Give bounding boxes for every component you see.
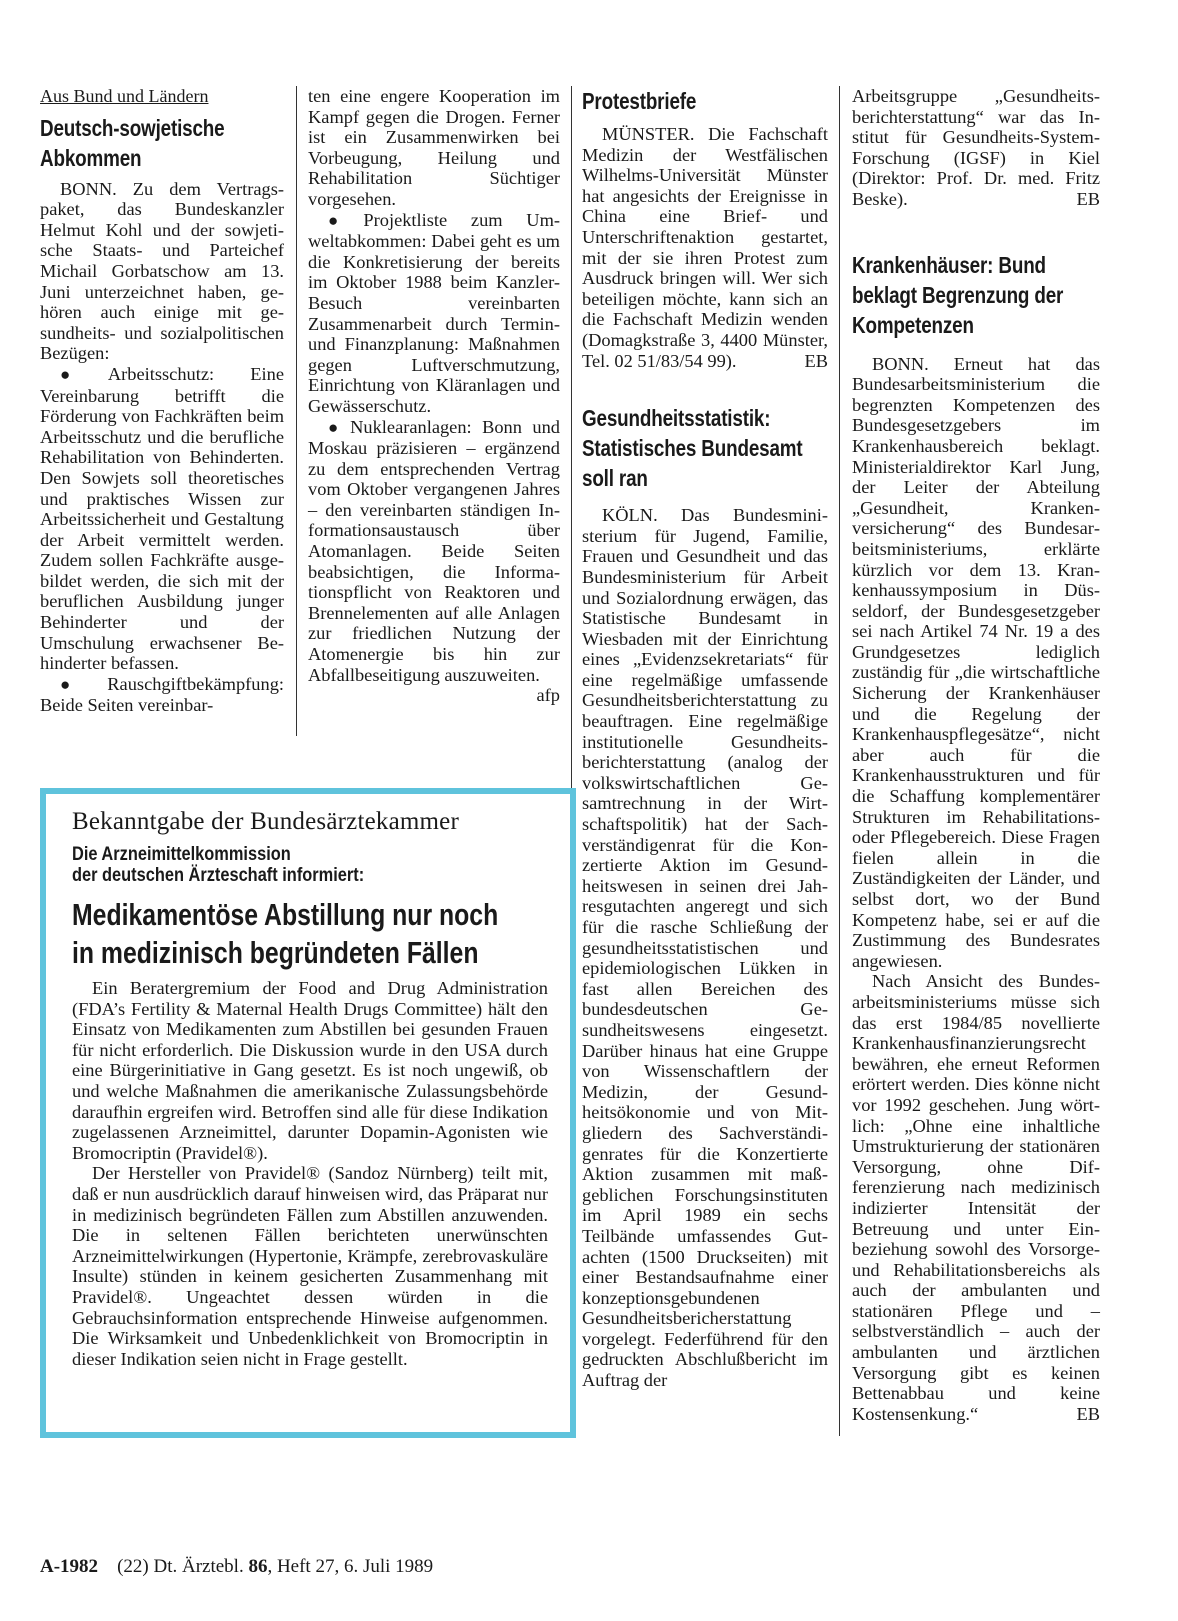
bullet-icon — [328, 417, 350, 437]
headline-protestbriefe: Protestbriefe — [582, 88, 697, 114]
bullet-paragraph: ● Rauschgiftbekämpfung: Beide Seiten vereinbar- — [40, 674, 284, 716]
column-3 — [582, 86, 828, 1391]
bullet-icon — [60, 364, 108, 384]
signature: EB — [804, 350, 828, 371]
bullet-icon — [328, 210, 363, 230]
bullet-paragraph: ● Arbeitsschutz: Eine Vereinbarung betrifft die Förderung von Fachkräften beim Arbeitsschutz und die berufliche Rehabilitation von Behinderten. Den Sowjets soll theoretisches und praktisches Wissen zur Arbeitssicherheit und Gestaltung der Arbeit vermittelt werden. Zudem sollen Fachkräfte ausgebildet werden, die sich mit der beruflichen Ausbildung junger Behinderter und der Umschulung erwachsener Behinderter befassen. — [40, 364, 284, 674]
section-kicker: Aus Bund und Ländern — [40, 86, 209, 106]
page-footer — [40, 1556, 433, 1578]
article-paragraph: ten eine engere Kooperation im Kampf gegen die Drogen. Ferner ist ein Zusammenwirken bei Vorbeugung, Heilung und Rehabilitation Süchtiger vorgesehen. — [308, 86, 560, 209]
column-divider — [839, 86, 840, 1436]
citation-prefix: (22) Dt. Ärztebl. — [117, 1556, 244, 1577]
bullet-paragraph: ● Projektliste zum Umweltabkommen: Dabei geht es um die Konkretisierung der bereits im Oktober 1988 beim Kanzler-Besuch vereinbarten Zusammenarbeit durch Termin- und Finanzplanung: Maßnahmen gegen Luftverschmutzung, Einrichtung von Kläranlagen und Gewässerschutz. — [308, 210, 560, 417]
signature: EB — [1076, 188, 1100, 209]
box-headline: Medikamentöse Abstillung nur noch in medizinisch begründeten Fällen — [72, 897, 499, 970]
headline-gesundheitsstatistik: Gesundheitsstatistik: Statistisches Bundesamt soll ran — [582, 405, 803, 492]
article-paragraph: BONN. Zu dem Vertragspaket, das Bundeskanzler Helmut Kohl und der sowjetische Staats- und Parteichef Michail Gorbatschow am 13. Juni unterzeichnet haben, gehören auch einige mit gesundheits- und sozialpolitischen Bezügen: — [40, 178, 284, 364]
citation-volume: 86 — [248, 1556, 268, 1577]
column-4 — [852, 86, 1100, 1424]
headline-deutsch-sowjetische-abkommen: Deutsch-sowjetische Abkommen — [40, 114, 225, 171]
article-paragraph: Arbeitsgruppe „Gesundheitsberichterstattung“ war das Institut für Gesundheits-System-Forschung (IGSF) in Kiel (Direktor: Prof. Dr. med. Fritz Beske). EB — [852, 86, 1100, 209]
signature: afp — [536, 685, 560, 706]
page-number: A-1982 — [40, 1556, 99, 1577]
box-subtitle: Die Arzneimittelkommission der deutschen Ärzteschaft informiert: — [72, 843, 365, 886]
box-paragraph: Ein Beratergremium der Food and Drug Administration (FDA’s Fertility & Maternal Health Drugs Committee) hält den Einsatz von Medikamenten zum Abstillen bei gesunden Frauen für nicht erforderlich. Die Diskussion wurde in den USA durch eine Bürgerinitiative in Gang gesetzt. Es ist noch ungewiß, ob und welche Maßnahmen die amerikanische Zulassungsbehörde daraufhin ergreifen wird. Betroffen sind alle für diese Indikation zugelassenen Arzneimittel, darunter Dopamin-Agonisten wie Bromocriptin (Pravidel®). — [72, 978, 548, 1163]
box-paragraph: Der Hersteller von Pravidel® (Sandoz Nürnberg) teilt mit, daß er nun ausdrücklich darauf hinweisen wird, das Präparat nur in medizinisch begründeten Fällen zum Abstillen anzuwenden. Die in seltenen Fällen berichteten unerwünschten Arzneimittelwirkungen (Hypertonie, Krämpfe, zerebrovaskuläre Insulte) stünden in keinem gesicherten Zusammenhang mit Pravidel®. Ungeachtet dessen würden in die Gebrauchsinformation entsprechende Hinweise aufgenommen. Die Wirksamkeit und Unbedenklichkeit von Bromocriptin in dieser Indikation seien nicht in Frage gestellt. — [72, 1163, 548, 1369]
column-2 — [308, 86, 560, 706]
bullet-icon — [60, 674, 107, 694]
column-divider — [296, 86, 297, 736]
article-paragraph: MÜNSTER. Die Fachschaft Medizin der Westfälischen Wilhelms-Universität Münster hat angesichts der Ereignisse in China eine Brief- und Unterschriftenaktion gestartet, mit der sie ihren Protest zum Ausdruck bringen will. Wer sich beteiligen möchte, kann sich an die Fachschaft Medizin wenden (Domagkstraße 3, 4400 Münster, Tel. 02 51/83/54 99). EB — [582, 124, 828, 371]
column-1 — [40, 86, 284, 716]
box-body — [72, 978, 548, 1369]
box-title: Bekanntgabe der Bundesärztekammer — [72, 808, 459, 835]
bullet-paragraph: ● Nuklearanlagen: Bonn und Moskau präzisieren – ergänzend zu dem entsprechenden Vertrag vom Oktober vergangenen Jahres – den vereinbarten ständigen Informationsaustausch über Atomanlagen. Beide Seiten beabsichtigen, die Informationspflicht von Reaktoren und Brennelementen auf alle Anlagen zur friedlichen Nutzung der Atomenergie bis hin zur Abfallbeseitigung auszuweiten. afp — [308, 417, 560, 686]
headline-krankenhaeuser: Krankenhäuser: Bund beklagt Begrenzung der Kompetenzen — [852, 251, 1064, 338]
announcement-box — [40, 788, 576, 1438]
signature: EB — [1076, 1403, 1100, 1424]
article-paragraph: BONN. Erneut hat das Bundesarbeitsministerium die begrenzten Kompetenzen des Bundesgesetzgebers im Krankenhausbereich beklagt. Ministerialdirektor Karl Jung, der Leiter der Abteilung „Gesundheit, Krankenversicherung“ des Bundesarbeitsministeriums, erklärte kürzlich vor dem 13. Krankenhaussymposium in Düsseldorf, der Bundesgesetzgeber sei nach Artikel 74 Nr. 19 a des Grundgesetzes lediglich zuständig für „die wirtschaftliche Sicherung der Krankenhäuser und die Regelung der Krankenhauspflegesätze“, nicht aber auch für die Krankenhausstrukturen und für die Schaffung komplementärer Strukturen im Rehabilitations- oder Pflegebereich. Diese Fragen fielen allein in die Zuständigkeiten der Länder, und selbst dort, wo der Bund Kompetenz habe, sei er auf die Zustimmung des Bundesrates angewiesen. — [852, 353, 1100, 971]
citation-suffix: , Heft 27, 6. Juli 1989 — [267, 1556, 434, 1577]
article-paragraph: Nach Ansicht des Bundesarbeitsministeriums müsse sich das erst 1984/85 novellierte Krankenhausfinanzierungsrecht bewähren, ehe erneut Reformen erörtert werden. Dies könne nicht vor 1992 geschehen. Jung wörtlich: „Ohne eine inhaltliche Umstrukturierung der stationären Versorgung, ohne Differenzierung nach medizinisch indizierter Intensität der Betreuung und unter Einbeziehung sowohl des Vorsorge- und Rehabilitationsbereichs als auch der ambulanten und stationären Pflege und – selbstverständlich – auch der ambulanten und ärztlichen Versorgung gibt es keinen Bettenabbau und keine Kostensenkung.“ EB — [852, 971, 1100, 1424]
article-paragraph: KÖLN. Das Bundesministerium für Jugend, Familie, Frauen und Gesundheit und das Bundesministerium für Arbeit und Sozialordnung erwägen, das Statistische Bundesamt in Wiesbaden mit der Einrichtung eines „Evidenzsekretariats“ für eine regelmäßige umfassende Gesundheitsberichterstattung zu beauftragen. Eine regelmäßige institutionelle Gesundheitsberichterstattung (analog der volkswirtschaftlichen Gesamtrechnung in der Wirtschaftspolitik) hat der Sachverständigenrat für die Konzertierte Aktion im Gesundheitswesen in seinen drei Jahresgutachten angeregt und sich für die rasche Schließung der gesundheitsstatistischen und epidemiologischen Lükken in fast allen Bereichen des bundesdeutschen Gesundheitswesens eingesetzt. Darüber hinaus hat eine Gruppe von Wissenschaftlern der Medizin, der Gesundheitsökonomie und von Mitgliedern des Sachverständigenrates für die Konzertierte Aktion zusammen mit maßgeblichen Forschungsinstituten im April 1989 ein sechs Teilbände umfassendes Gutachten (1500 Druckseiten) mit einer Bestandsaufnahme einer konzeptionsgebundenen Gesundheitsbericherstattung vorgelegt. Federführend für den gedruckten Abschlußbericht im Auftrag der — [582, 505, 828, 1391]
